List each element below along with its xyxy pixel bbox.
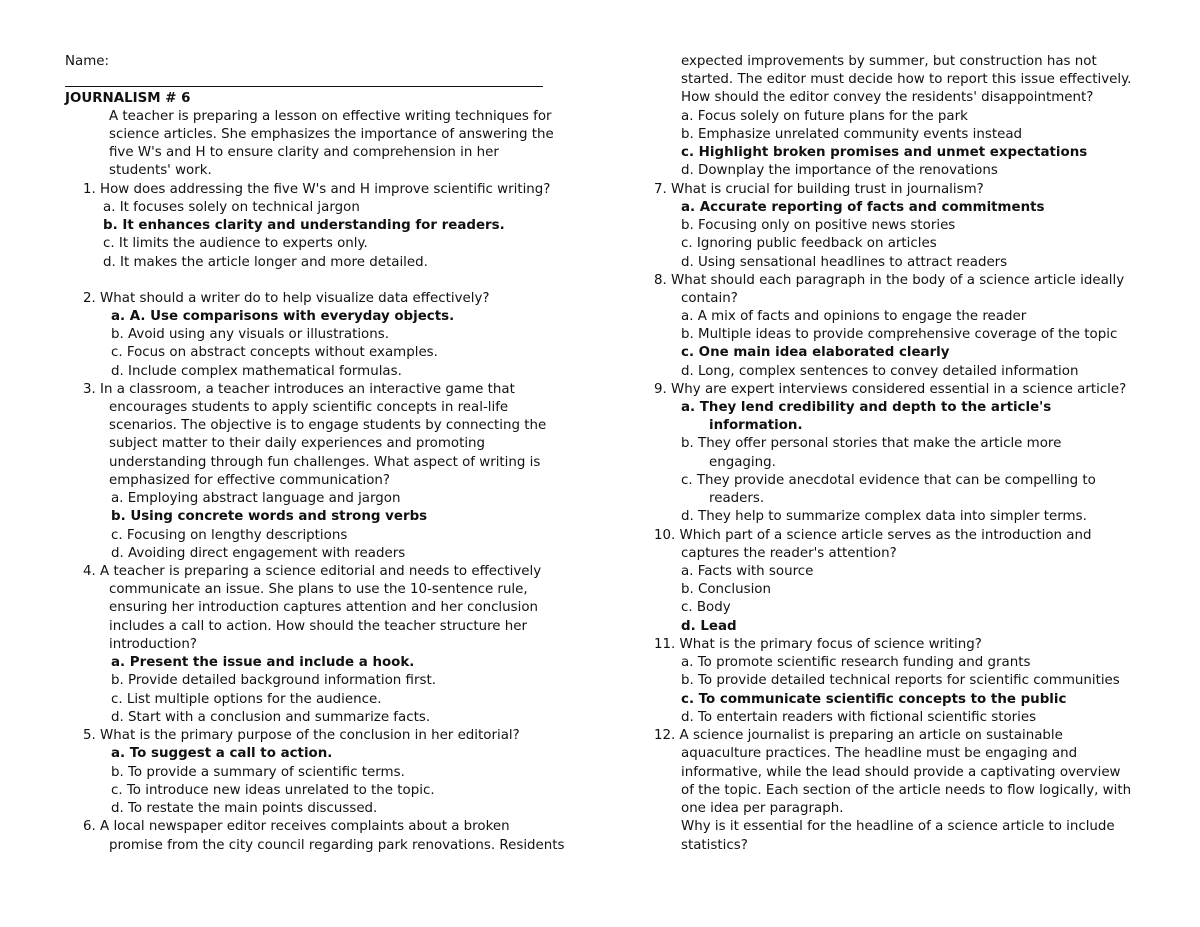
- text-line: d. Lead: [681, 619, 737, 634]
- text-line: b. Emphasize unrelated community events instead: [681, 127, 1023, 142]
- text-line: b. Using concrete words and strong verbs: [111, 509, 428, 524]
- text-line: expected improvements by summer, but construction has not: [681, 54, 1097, 69]
- text-line: a. Focus solely on future plans for the park: [681, 109, 968, 124]
- text-line: d. Using sensational headlines to attract readers: [681, 255, 1008, 270]
- text-line: A teacher is preparing a lesson on effective writing techniques for: [109, 109, 552, 124]
- text-line: a. It focuses solely on technical jargon: [103, 200, 360, 215]
- text-line: b. Provide detailed background information first.: [111, 673, 436, 688]
- text-line: promise from the city council regarding park renovations. Residents: [109, 838, 565, 853]
- text-line: five W's and H to ensure clarity and comprehension in her: [109, 145, 499, 160]
- text-line: captures the reader's attention?: [681, 546, 897, 561]
- text-line: c. List multiple options for the audience.: [111, 692, 382, 707]
- text-line: Why is it essential for the headline of a science article to include: [681, 819, 1115, 834]
- text-line: c. Focus on abstract concepts without examples.: [111, 345, 438, 360]
- text-line: d. To entertain readers with fictional scientific stories: [681, 710, 1037, 725]
- text-line: a. Present the issue and include a hook.: [111, 655, 415, 670]
- text-line: d. It makes the article longer and more detailed.: [103, 255, 428, 270]
- text-line: 6. A local newspaper editor receives complaints about a broken: [83, 819, 510, 834]
- text-line: communicate an issue. She plans to use the 10-sentence rule,: [109, 582, 528, 597]
- text-line: a. A. Use comparisons with everyday objects.: [111, 309, 455, 324]
- text-line: 2. What should a writer do to help visualize data effectively?: [83, 291, 490, 306]
- text-line: b. They offer personal stories that make the article more: [681, 436, 1062, 451]
- text-line: d. Downplay the importance of the renovations: [681, 163, 998, 178]
- text-line: aquaculture practices. The headline must be engaging and: [681, 746, 1078, 761]
- text-line: b. Multiple ideas to provide comprehensive coverage of the topic: [681, 327, 1118, 342]
- text-line: a. Facts with source: [681, 564, 814, 579]
- text-line: d. To restate the main points discussed.: [111, 801, 378, 816]
- text-line: engaging.: [709, 455, 776, 470]
- text-line: c. Focusing on lengthy descriptions: [111, 528, 348, 543]
- text-line: b. Conclusion: [681, 582, 771, 597]
- text-line: a. To suggest a call to action.: [111, 746, 333, 761]
- text-line: contain?: [681, 291, 738, 306]
- text-line: introduction?: [109, 637, 197, 652]
- text-line: c. Ignoring public feedback on articles: [681, 236, 937, 251]
- text-line: 4. A teacher is preparing a science editorial and needs to effectively: [83, 564, 542, 579]
- text-line: includes a call to action. How should the teacher structure her: [109, 619, 528, 634]
- text-line: d. They help to summarize complex data into simpler terms.: [681, 509, 1087, 524]
- text-line: a. Accurate reporting of facts and commitments: [681, 200, 1045, 215]
- text-line: emphasized for effective communication?: [109, 473, 390, 488]
- text-line: a. They lend credibility and depth to the article's: [681, 400, 1052, 415]
- text-line: c. Body: [681, 600, 731, 615]
- text-line: c. To communicate scientific concepts to the public: [681, 692, 1067, 707]
- text-line: 5. What is the primary purpose of the conclusion in her editorial?: [83, 728, 520, 743]
- text-line: a. A mix of facts and opinions to engage the reader: [681, 309, 1027, 324]
- text-line: started. The editor must decide how to report this issue effectively.: [681, 72, 1132, 87]
- text-line: of the topic. Each section of the article needs to flow logically, with: [681, 783, 1132, 798]
- text-line: subject matter to their daily experiences and promoting: [109, 436, 486, 451]
- text-line: 8. What should each paragraph in the body of a science article ideally: [654, 273, 1125, 288]
- text-line: 11. What is the primary focus of science writing?: [654, 637, 982, 652]
- name-label: Name:: [65, 54, 110, 69]
- text-line: 9. Why are expert interviews considered essential in a science article?: [654, 382, 1127, 397]
- text-line: ensuring her introduction captures attention and her conclusion: [109, 600, 539, 615]
- text-line: a. Employing abstract language and jargon: [111, 491, 401, 506]
- text-line: readers.: [709, 491, 765, 506]
- text-line: scenarios. The objective is to engage students by connecting the: [109, 418, 547, 433]
- text-line: 7. What is crucial for building trust in journalism?: [654, 182, 984, 197]
- text-line: c. It limits the audience to experts only.: [103, 236, 368, 251]
- page-title: JOURNALISM # 6: [65, 91, 191, 106]
- text-line: c. To introduce new ideas unrelated to the topic.: [111, 783, 435, 798]
- text-line: 12. A science journalist is preparing an article on sustainable: [654, 728, 1063, 743]
- text-line: informative, while the lead should provide a captivating overview: [681, 765, 1121, 780]
- text-line: b. Avoid using any visuals or illustrations.: [111, 327, 389, 342]
- text-line: a. To promote scientific research funding and grants: [681, 655, 1031, 670]
- text-line: statistics?: [681, 838, 748, 853]
- text-line: d. Start with a conclusion and summarize facts.: [111, 710, 431, 725]
- text-line: b. It enhances clarity and understanding for readers.: [103, 218, 505, 233]
- text-line: b. To provide a summary of scientific terms.: [111, 765, 405, 780]
- text-line: c. Highlight broken promises and unmet expectations: [681, 145, 1088, 160]
- text-line: 1. How does addressing the five W's and H improve scientific writing?: [83, 182, 551, 197]
- text-line: d. Long, complex sentences to convey detailed information: [681, 364, 1079, 379]
- text-line: d. Avoiding direct engagement with readers: [111, 546, 406, 561]
- text-line: 10. Which part of a science article serves as the introduction and: [654, 528, 1092, 543]
- name-underline: [65, 86, 543, 87]
- text-line: d. Include complex mathematical formulas.: [111, 364, 402, 379]
- text-line: students' work.: [109, 163, 212, 178]
- text-line: encourages students to apply scientific concepts in real-life: [109, 400, 509, 415]
- text-line: information.: [709, 418, 803, 433]
- text-line: c. They provide anecdotal evidence that can be compelling to: [681, 473, 1096, 488]
- text-line: one idea per paragraph.: [681, 801, 844, 816]
- text-line: How should the editor convey the residents' disappointment?: [681, 90, 1094, 105]
- text-line: science articles. She emphasizes the importance of answering the: [109, 127, 554, 142]
- text-line: c. One main idea elaborated clearly: [681, 345, 950, 360]
- text-line: 3. In a classroom, a teacher introduces an interactive game that: [83, 382, 515, 397]
- text-line: understanding through fun challenges. What aspect of writing is: [109, 455, 541, 470]
- text-line: b. Focusing only on positive news stories: [681, 218, 956, 233]
- text-line: b. To provide detailed technical reports for scientific communities: [681, 673, 1120, 688]
